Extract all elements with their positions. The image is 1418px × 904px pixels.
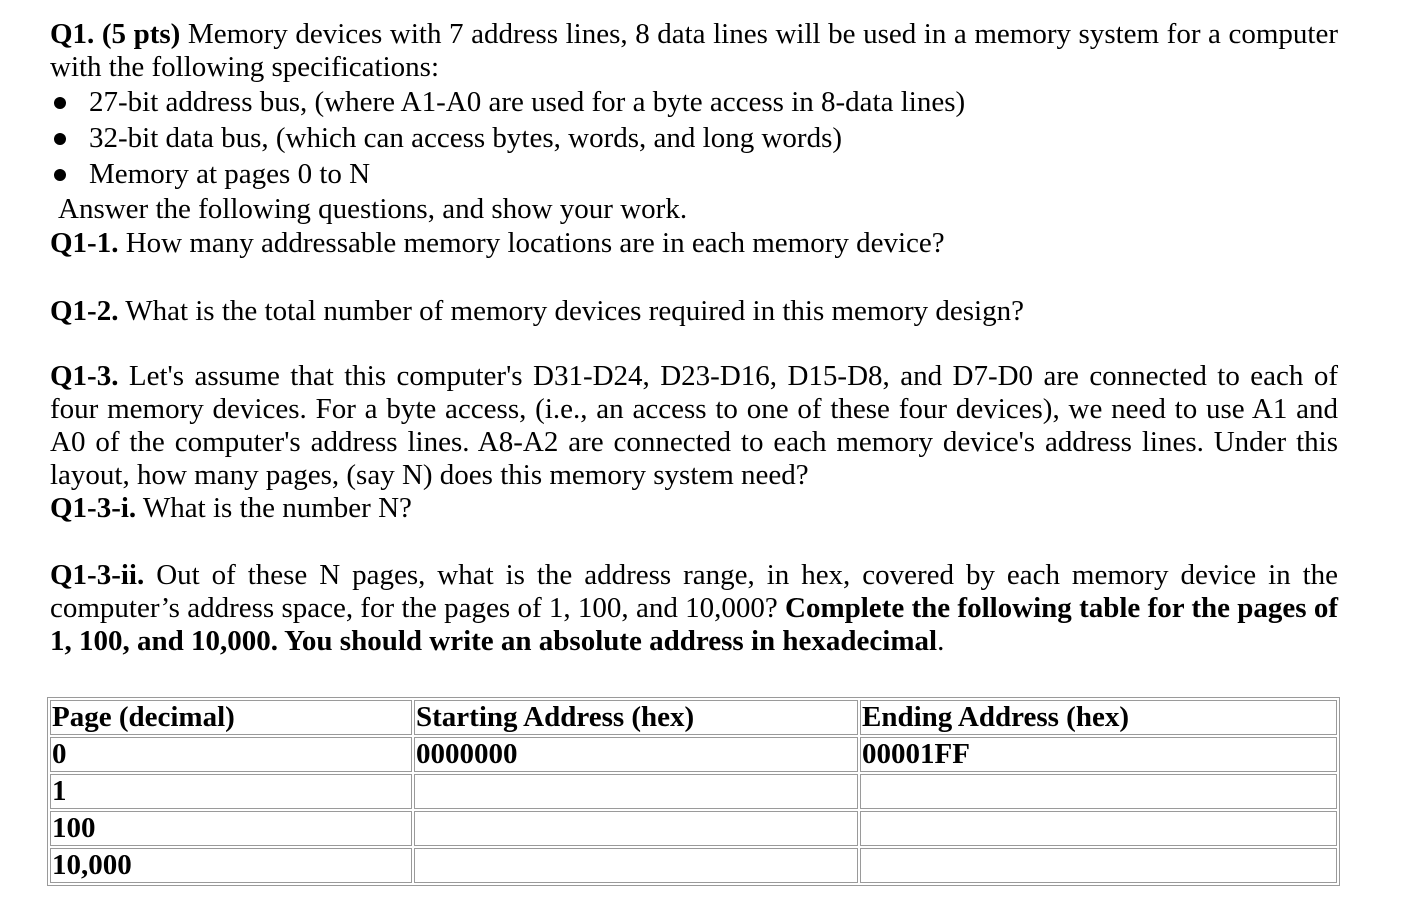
column-header-ending-address: Ending Address (hex) [860, 700, 1337, 735]
column-header-page: Page (decimal) [50, 700, 412, 735]
cell-ending-address[interactable]: 00001FF [860, 737, 1337, 772]
cell-page: 100 [50, 811, 412, 846]
table-header-row [50, 700, 1337, 735]
cell-starting-address[interactable] [414, 848, 858, 883]
question-text: What is the number N? [142, 492, 412, 524]
question-text: How many addressable memory locations are in each memory device? [125, 227, 945, 259]
cell-page: 10,000 [50, 848, 412, 883]
question-label: Q1-1. [50, 227, 119, 259]
cell-ending-address[interactable] [860, 774, 1337, 809]
spec-item [50, 84, 1338, 120]
question-q1-3-i [50, 492, 1338, 525]
spec-item-text: 27-bit address bus, (where A1-A0 are used for a byte access in 8-data lines) [89, 86, 966, 118]
question-label: Q1-3-i. [50, 492, 137, 524]
address-table [47, 697, 1340, 886]
spec-item [50, 156, 1338, 192]
answer-space [50, 260, 1338, 294]
question-label: Q1-3-ii. [50, 559, 145, 591]
spec-item-text: 32-bit data bus, (which can access bytes, words, and long words) [89, 122, 843, 154]
q1-intro [50, 18, 1338, 84]
document-body [50, 18, 1338, 658]
question-q1-3-ii [50, 559, 1338, 658]
question-q1-1 [50, 226, 1338, 260]
cell-ending-address[interactable] [860, 848, 1337, 883]
column-header-starting-address: Starting Address (hex) [414, 700, 858, 735]
cell-page: 1 [50, 774, 412, 809]
cell-starting-address[interactable] [414, 811, 858, 846]
q1-label: Q1. [50, 18, 95, 50]
table-row [50, 848, 1337, 883]
spec-item [50, 120, 1338, 156]
table-row [50, 811, 1337, 846]
question-q1-3 [50, 360, 1338, 492]
table-row [50, 774, 1337, 809]
question-text: Out of these N pages, what is the address range, in hex, covered by each memory device in the computer’s address space, for the pages of 1, 100, and 10,000? [50, 559, 1338, 624]
bullet-icon [54, 133, 66, 145]
answer-space [50, 328, 1338, 360]
question-text: What is the total number of memory devices required in this memory design? [125, 295, 1024, 327]
table-row [50, 737, 1337, 772]
q1-points: (5 pts) [101, 18, 181, 50]
answer-space [50, 525, 1338, 559]
instruction-line: Answer the following questions, and show your work. [58, 193, 688, 225]
question-label: Q1-3. [50, 360, 119, 392]
cell-starting-address[interactable] [414, 774, 858, 809]
question-bold-instruction: Complete the following table for the pages of 1, 100, and 10,000. You should write an absolute address in hexadecimal [50, 592, 1339, 657]
cell-starting-address[interactable]: 0000000 [414, 737, 858, 772]
question-q1-2 [50, 294, 1338, 328]
bullet-icon [54, 97, 66, 109]
spec-item-text: Memory at pages 0 to N [89, 158, 371, 190]
spec-list [50, 84, 1338, 192]
question-end-punctuation: . [937, 625, 945, 657]
cell-ending-address[interactable] [860, 811, 1337, 846]
cell-page: 0 [50, 737, 412, 772]
question-text: Let's assume that this computer's D31-D24, D23-D16, D15-D8, and D7-D0 are connected to each of four memory devices. For a byte access, (i.e., an access to one of these four devices), we need to use A1 and A0 of the computer's address lines. A8-A2 are connected to each memory device's address lines. Under this layout, how many pages, (say N) does this memory system need? [50, 360, 1338, 491]
q1-intro-text: Memory devices with 7 address lines, 8 data lines will be used in a memory system for a computer with the following specifications: [50, 18, 1339, 83]
question-label: Q1-2. [50, 295, 119, 327]
bullet-icon [54, 169, 66, 181]
